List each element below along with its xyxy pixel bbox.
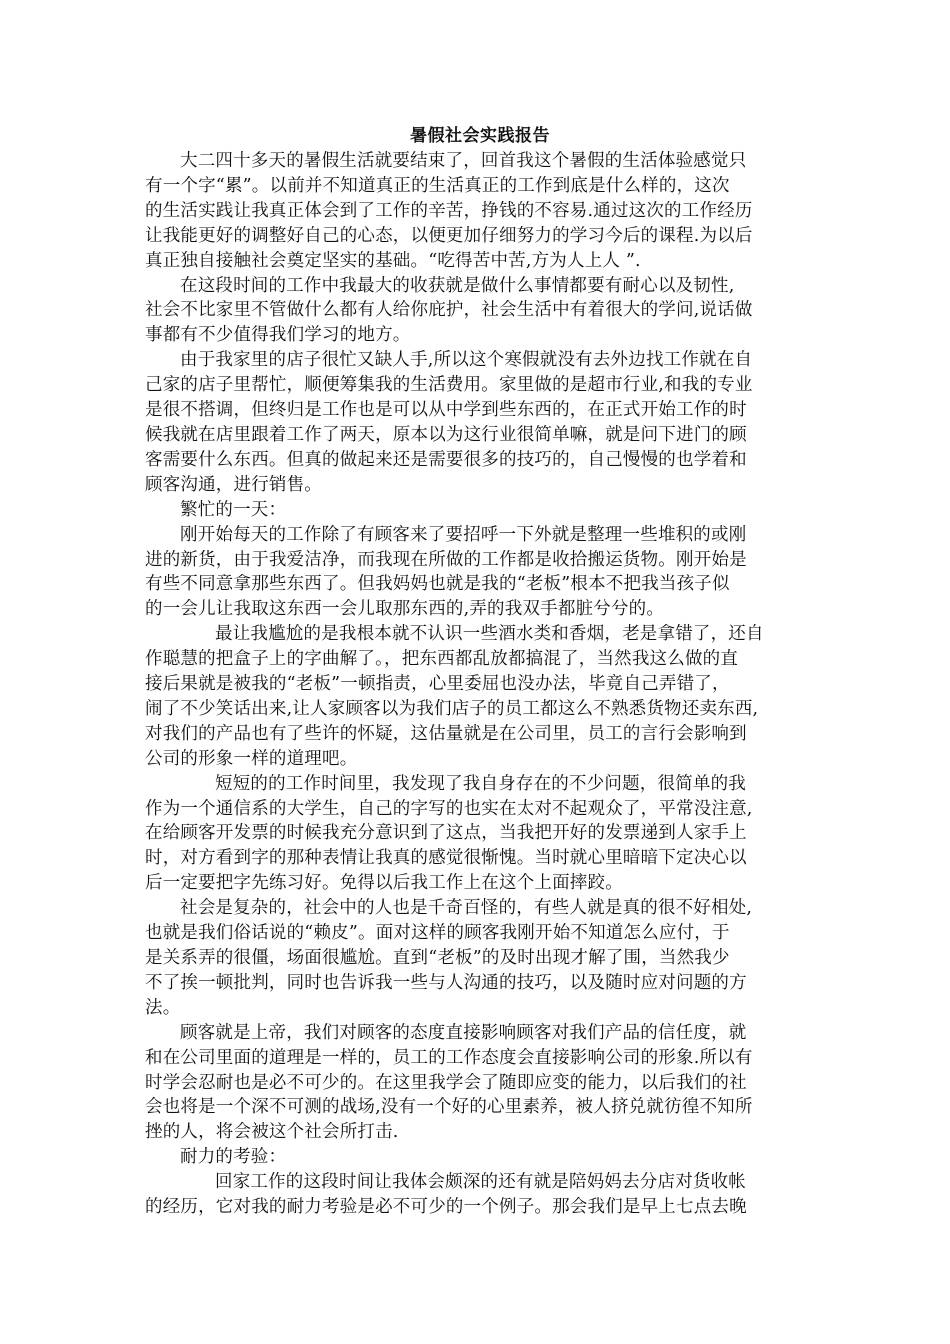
paragraph-line: 顾客沟通，进行销售。 [145,474,322,495]
paragraph-line: 候我就在店里跟着工作了两天，原本以为这行业很简单嘛，就是问下进门的顾 [145,424,747,445]
paragraph [145,772,815,897]
paragraph-line: 进的新货，由于我爱洁净，而我现在所做的工作都是收拾搬运货物。刚开始是 [145,549,747,570]
paragraph-line: 公司的形象一样的道理吧。 [145,748,358,769]
paragraph-line: 社会不比家里不管做什么都有人给你庇护，社会生活中有着很大的学问,说话做 [145,300,753,321]
document-title: 暑假社会实践报告 [410,126,550,146]
paragraph-line: 对我们的产品也有了些许的怀疑，这估量就是在公司里，员工的言行会影响到 [145,723,747,744]
paragraph-line: 的生活实践让我真正体会到了工作的辛苦，挣钱的不容易.通过这次的工作经历 [145,200,753,221]
paragraph-line: 客需要什么东西。但真的做起来还是需要很多的技巧的，自己慢慢的也学着和 [145,449,747,470]
paragraph-line: 有一个字“累”。以前并不知道真正的生活真正的工作到底是什么样的，这次 [145,175,730,196]
paragraph [145,149,815,274]
paragraph [145,896,815,1021]
paragraph-first-line: 刚开始每天的工作除了有顾客来了要招呼一下外就是整理一些堆积的或刚 [180,524,747,545]
paragraph [145,348,815,497]
paragraph-first-line: 回家工作的这段时间让我体会颇深的还有就是陪妈妈去分店对货收帐 [215,1172,746,1193]
paragraph-first-line: 顾客就是上帝，我们对顾客的态度直接影响顾客对我们产品的信任度，就 [180,1022,747,1043]
paragraph-list [145,149,815,1220]
paragraph-line: 让我能更好的调整好自己的心态，以便更加仔细努力的学习今后的课程.为以后 [145,225,753,246]
paragraph [145,523,815,623]
paragraph-line: 事都有不少值得我们学习的地方。 [145,325,411,346]
paragraph [145,498,815,523]
paragraph-line: 闹了不少笑话出来,让人家顾客以为我们店子的员工都这么不熟悉货物还卖东西, [145,698,759,719]
paragraph-line: 和在公司里面的道理是一样的，员工的工作态度会直接影响公司的形象.所以有 [145,1047,753,1068]
paragraph-line: 会也将是一个深不可测的战场,没有一个好的心里素养，被人挤兑就彷徨不知所 [145,1097,753,1118]
paragraph-first-line: 最让我尴尬的是我根本就不认识一些酒水类和香烟，老是拿错了，还自 [215,624,764,645]
paragraph-first-line: 大二四十多天的暑假生活就要结束了，回首我这个暑假的生活体验感觉只 [180,151,747,171]
paragraph-line: 真正独自接触社会奠定坚实的基础。“吃得苦中苦,方为人上人 ”. [145,250,641,271]
paragraph-line: 己家的店子里帮忙，顺便筹集我的生活费用。家里做的是超市行业,和我的专业 [145,375,753,396]
paragraph [145,274,815,349]
paragraph [145,1021,815,1146]
paragraph-line: 时，对方看到字的那种表情让我真的感觉很惭愧。当时就心里暗暗下定决心以 [145,848,747,869]
paragraph-line: 不了挨一顿批判，同时也告诉我一些与人沟通的技巧，以及随时应对问题的方 [145,972,747,993]
paragraph-line: 有些不同意拿那些东西了。但我妈妈也就是我的“老板”根本不把我当孩子似 [145,574,730,595]
paragraph-line: 法。 [145,997,181,1018]
paragraph-first-line: 社会是复杂的，社会中的人也是千奇百怪的，有些人就是真的很不好相处, [180,898,753,919]
paragraph [145,1145,815,1170]
paragraph-line: 后一定要把字先练习好。免得以后我工作上在这个上面摔跤。 [145,873,623,894]
paragraph-line: 作聪慧的把盒子上的字曲解了。，把东西都乱放都搞混了，当然我这么做的直 [145,649,739,670]
paragraph [145,622,815,771]
paragraph-line: 作为一个通信系的大学生，自己的字写的也实在太对不起观众了，平常没注意, [145,798,753,819]
paragraph-line: 在给顾客开发票的时候我充分意识到了这点，当我把开好的发票递到人家手上 [145,823,747,844]
paragraph-line: 是很不搭调，但终归是工作也是可以从中学到些东西的，在正式开始工作的时 [145,400,747,421]
paragraph-line: 是关系弄的很僵，场面很尴尬。直到“老板”的及时出现才解了围，当然我少 [145,948,730,968]
paragraph-line: 的一会儿让我取这东西一会儿取那东西的,弄的我双手都脏兮兮的。 [145,599,665,620]
paragraph-line: 接后果就是被我的“老板”一顿指责，心里委屈也没办法，毕竟自己弄错了， [145,674,730,695]
paragraph-first-line: 短短的的工作时间里，我发现了我自身存在的不少问题，很简单的我 [215,773,746,794]
paragraph [145,1170,815,1220]
paragraph-first-line: 由于我家里的店子很忙又缺人手,所以这个寒假就没有去外边找工作就在自 [180,350,753,371]
paragraph-first-line: 繁忙的一天： [180,499,287,520]
paragraph-line: 的经历，它对我的耐力考验是必不可少的一个例子。那会我们是早上七点去晚 [145,1197,747,1218]
paragraph-line: 挫的人，将会被这个社会所打击. [145,1122,399,1143]
document-body [145,124,815,1220]
paragraph-line: 时学会忍耐也是必不可少的。在这里我学会了随即应变的能力，以后我们的社 [145,1072,747,1093]
paragraph-first-line: 在这段时间的工作中我最大的收获就是做什么事情都要有耐心以及韧性, [180,275,735,296]
paragraph-line: 也就是我们俗话说的“赖皮”。面对这样的顾客我刚开始不知道怎么应付，于 [145,923,730,944]
paragraph-first-line: 耐力的考验： [180,1147,287,1168]
